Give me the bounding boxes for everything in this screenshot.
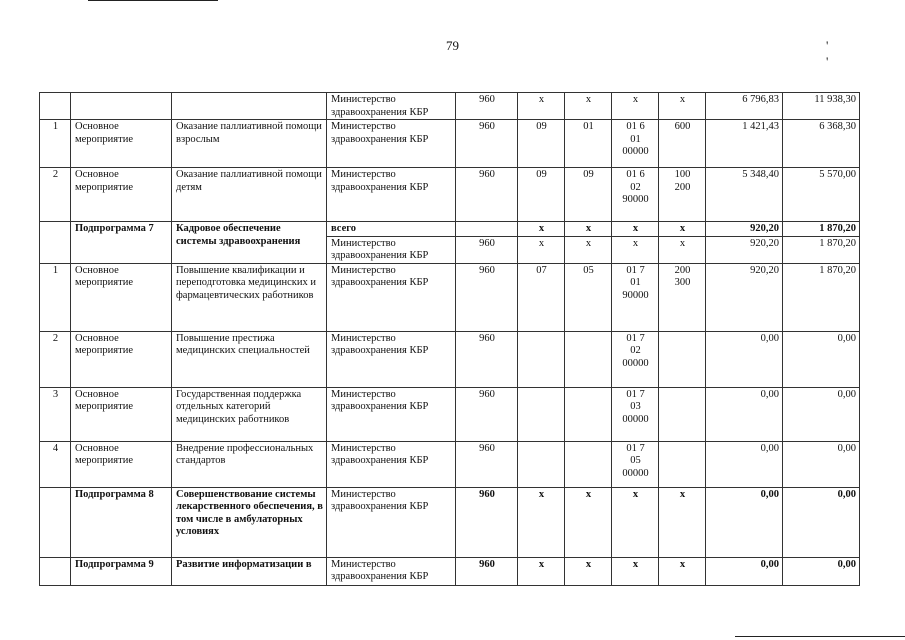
row-grbs: 960 [456,387,518,441]
scan-mark-bottom [735,636,905,637]
row-name: Повышение квалификации и переподготовка медицинских и фармацевтических работников [172,263,327,331]
row-type: Основное мероприятие [71,263,172,331]
row-type: Подпрограмма 9 [71,557,172,585]
corner-marks: ' ' [826,38,857,69]
row-grbs: 960 [456,441,518,487]
row-agency: Министерство здравоохранения КБР [327,236,456,263]
row-year1: 6 796,83 [706,93,783,120]
row-rz: 09 [518,120,565,168]
row-year1: 0,00 [706,441,783,487]
table-row-subprogram [40,222,860,237]
row-vr: х [659,487,706,557]
table-row-subprogram [40,487,860,557]
row-year2: 0,00 [783,441,860,487]
row-grbs: 960 [456,557,518,585]
row-agency: Министерство здравоохранения КБР [327,487,456,557]
row-year2: 1 870,20 [783,222,860,237]
row-grbs: 960 [456,331,518,387]
row-type: Основное мероприятие [71,441,172,487]
row-year1: 5 348,40 [706,168,783,222]
row-number [40,557,71,585]
row-vr: 600 [659,120,706,168]
row-agency: Министерство здравоохранения КБР [327,120,456,168]
table-row [40,441,860,487]
row-year2: 5 570,00 [783,168,860,222]
row-csr: х [612,93,659,120]
row-number: 2 [40,168,71,222]
row-agency: Министерство здравоохранения КБР [327,441,456,487]
row-name: Оказание паллиативной помощи взрослым [172,120,327,168]
table-row [40,387,860,441]
row-rz: х [518,487,565,557]
row-year2: 1 870,20 [783,263,860,331]
row-type: Подпрограмма 7 [71,222,172,264]
row-name: Совершенствование системы лекарственного обеспечения, в том числе в амбулаторных условиях [172,487,327,557]
row-type: Подпрограмма 8 [71,487,172,557]
row-pr [565,441,612,487]
row-year2: 0,00 [783,331,860,387]
row-vr: 200 300 [659,263,706,331]
row-number: 1 [40,263,71,331]
row-name: Государственная поддержка отдельных категорий медицинских работников [172,387,327,441]
row-csr: 01 7 02 00000 [612,331,659,387]
row-name [172,93,327,120]
row-number: 1 [40,120,71,168]
row-grbs: 960 [456,168,518,222]
row-name: Развитие информатизации в [172,557,327,585]
row-agency: всего [327,222,456,237]
row-rz: х [518,236,565,263]
row-agency: Министерство здравоохранения КБР [327,331,456,387]
row-grbs: 960 [456,487,518,557]
row-csr: 01 7 05 00000 [612,441,659,487]
row-pr: 05 [565,263,612,331]
row-pr: х [565,236,612,263]
row-rz [518,441,565,487]
row-number [40,93,71,120]
row-vr: х [659,93,706,120]
row-pr [565,331,612,387]
row-year2: 0,00 [783,487,860,557]
row-grbs: 960 [456,236,518,263]
row-year2: 0,00 [783,387,860,441]
row-year2: 6 368,30 [783,120,860,168]
row-grbs [456,222,518,237]
row-csr: 01 7 03 00000 [612,387,659,441]
row-pr: 01 [565,120,612,168]
row-grbs: 960 [456,120,518,168]
row-year1: 920,20 [706,236,783,263]
row-vr [659,441,706,487]
row-pr: х [565,93,612,120]
table-row [40,331,860,387]
row-agency: Министерство здравоохранения КБР [327,93,456,120]
row-number [40,487,71,557]
table-row [40,93,860,120]
row-name: Кадровое обеспечение системы здравоохранения [172,222,327,264]
row-year1: 0,00 [706,557,783,585]
row-agency: Министерство здравоохранения КБР [327,168,456,222]
row-year2: 0,00 [783,557,860,585]
row-year1: 920,20 [706,263,783,331]
row-pr [565,387,612,441]
row-csr: 01 6 01 00000 [612,120,659,168]
row-pr: х [565,222,612,237]
row-rz [518,387,565,441]
row-number [40,222,71,264]
row-csr: х [612,487,659,557]
row-rz: х [518,93,565,120]
row-csr: 01 7 01 90000 [612,263,659,331]
row-name: Повышение престижа медицинских специальностей [172,331,327,387]
row-vr: х [659,236,706,263]
row-name: Внедрение профессиональных стандартов [172,441,327,487]
row-year2: 11 938,30 [783,93,860,120]
table-row [40,120,860,168]
row-csr: х [612,557,659,585]
row-year1: 0,00 [706,387,783,441]
row-year2: 1 870,20 [783,236,860,263]
table-row [40,263,860,331]
row-rz [518,331,565,387]
page-number: 79 [446,38,459,53]
row-agency: Министерство здравоохранения КБР [327,263,456,331]
row-number: 4 [40,441,71,487]
row-pr: х [565,557,612,585]
row-type: Основное мероприятие [71,331,172,387]
row-grbs: 960 [456,263,518,331]
table-body [40,93,860,586]
row-number: 2 [40,331,71,387]
row-vr: 100 200 [659,168,706,222]
row-agency: Министерство здравоохранения КБР [327,387,456,441]
row-vr: х [659,557,706,585]
row-csr: х [612,236,659,263]
row-rz: 07 [518,263,565,331]
budget-table [39,92,860,586]
row-year1: 0,00 [706,331,783,387]
row-type: Основное мероприятие [71,387,172,441]
row-year1: 920,20 [706,222,783,237]
row-type: Основное мероприятие [71,168,172,222]
row-csr: 01 6 02 90000 [612,168,659,222]
row-pr: х [565,487,612,557]
row-vr [659,331,706,387]
row-agency: Министерство здравоохранения КБР [327,557,456,585]
row-csr: х [612,222,659,237]
row-name: Оказание паллиативной помощи детям [172,168,327,222]
row-type: Основное мероприятие [71,120,172,168]
row-grbs: 960 [456,93,518,120]
row-year1: 1 421,43 [706,120,783,168]
row-rz: 09 [518,168,565,222]
row-year1: 0,00 [706,487,783,557]
scan-mark-top [88,0,218,1]
row-vr: х [659,222,706,237]
row-type [71,93,172,120]
table-row [40,168,860,222]
row-number: 3 [40,387,71,441]
table-row-subprogram [40,557,860,585]
row-pr: 09 [565,168,612,222]
row-rz: х [518,557,565,585]
row-vr [659,387,706,441]
row-rz: х [518,222,565,237]
